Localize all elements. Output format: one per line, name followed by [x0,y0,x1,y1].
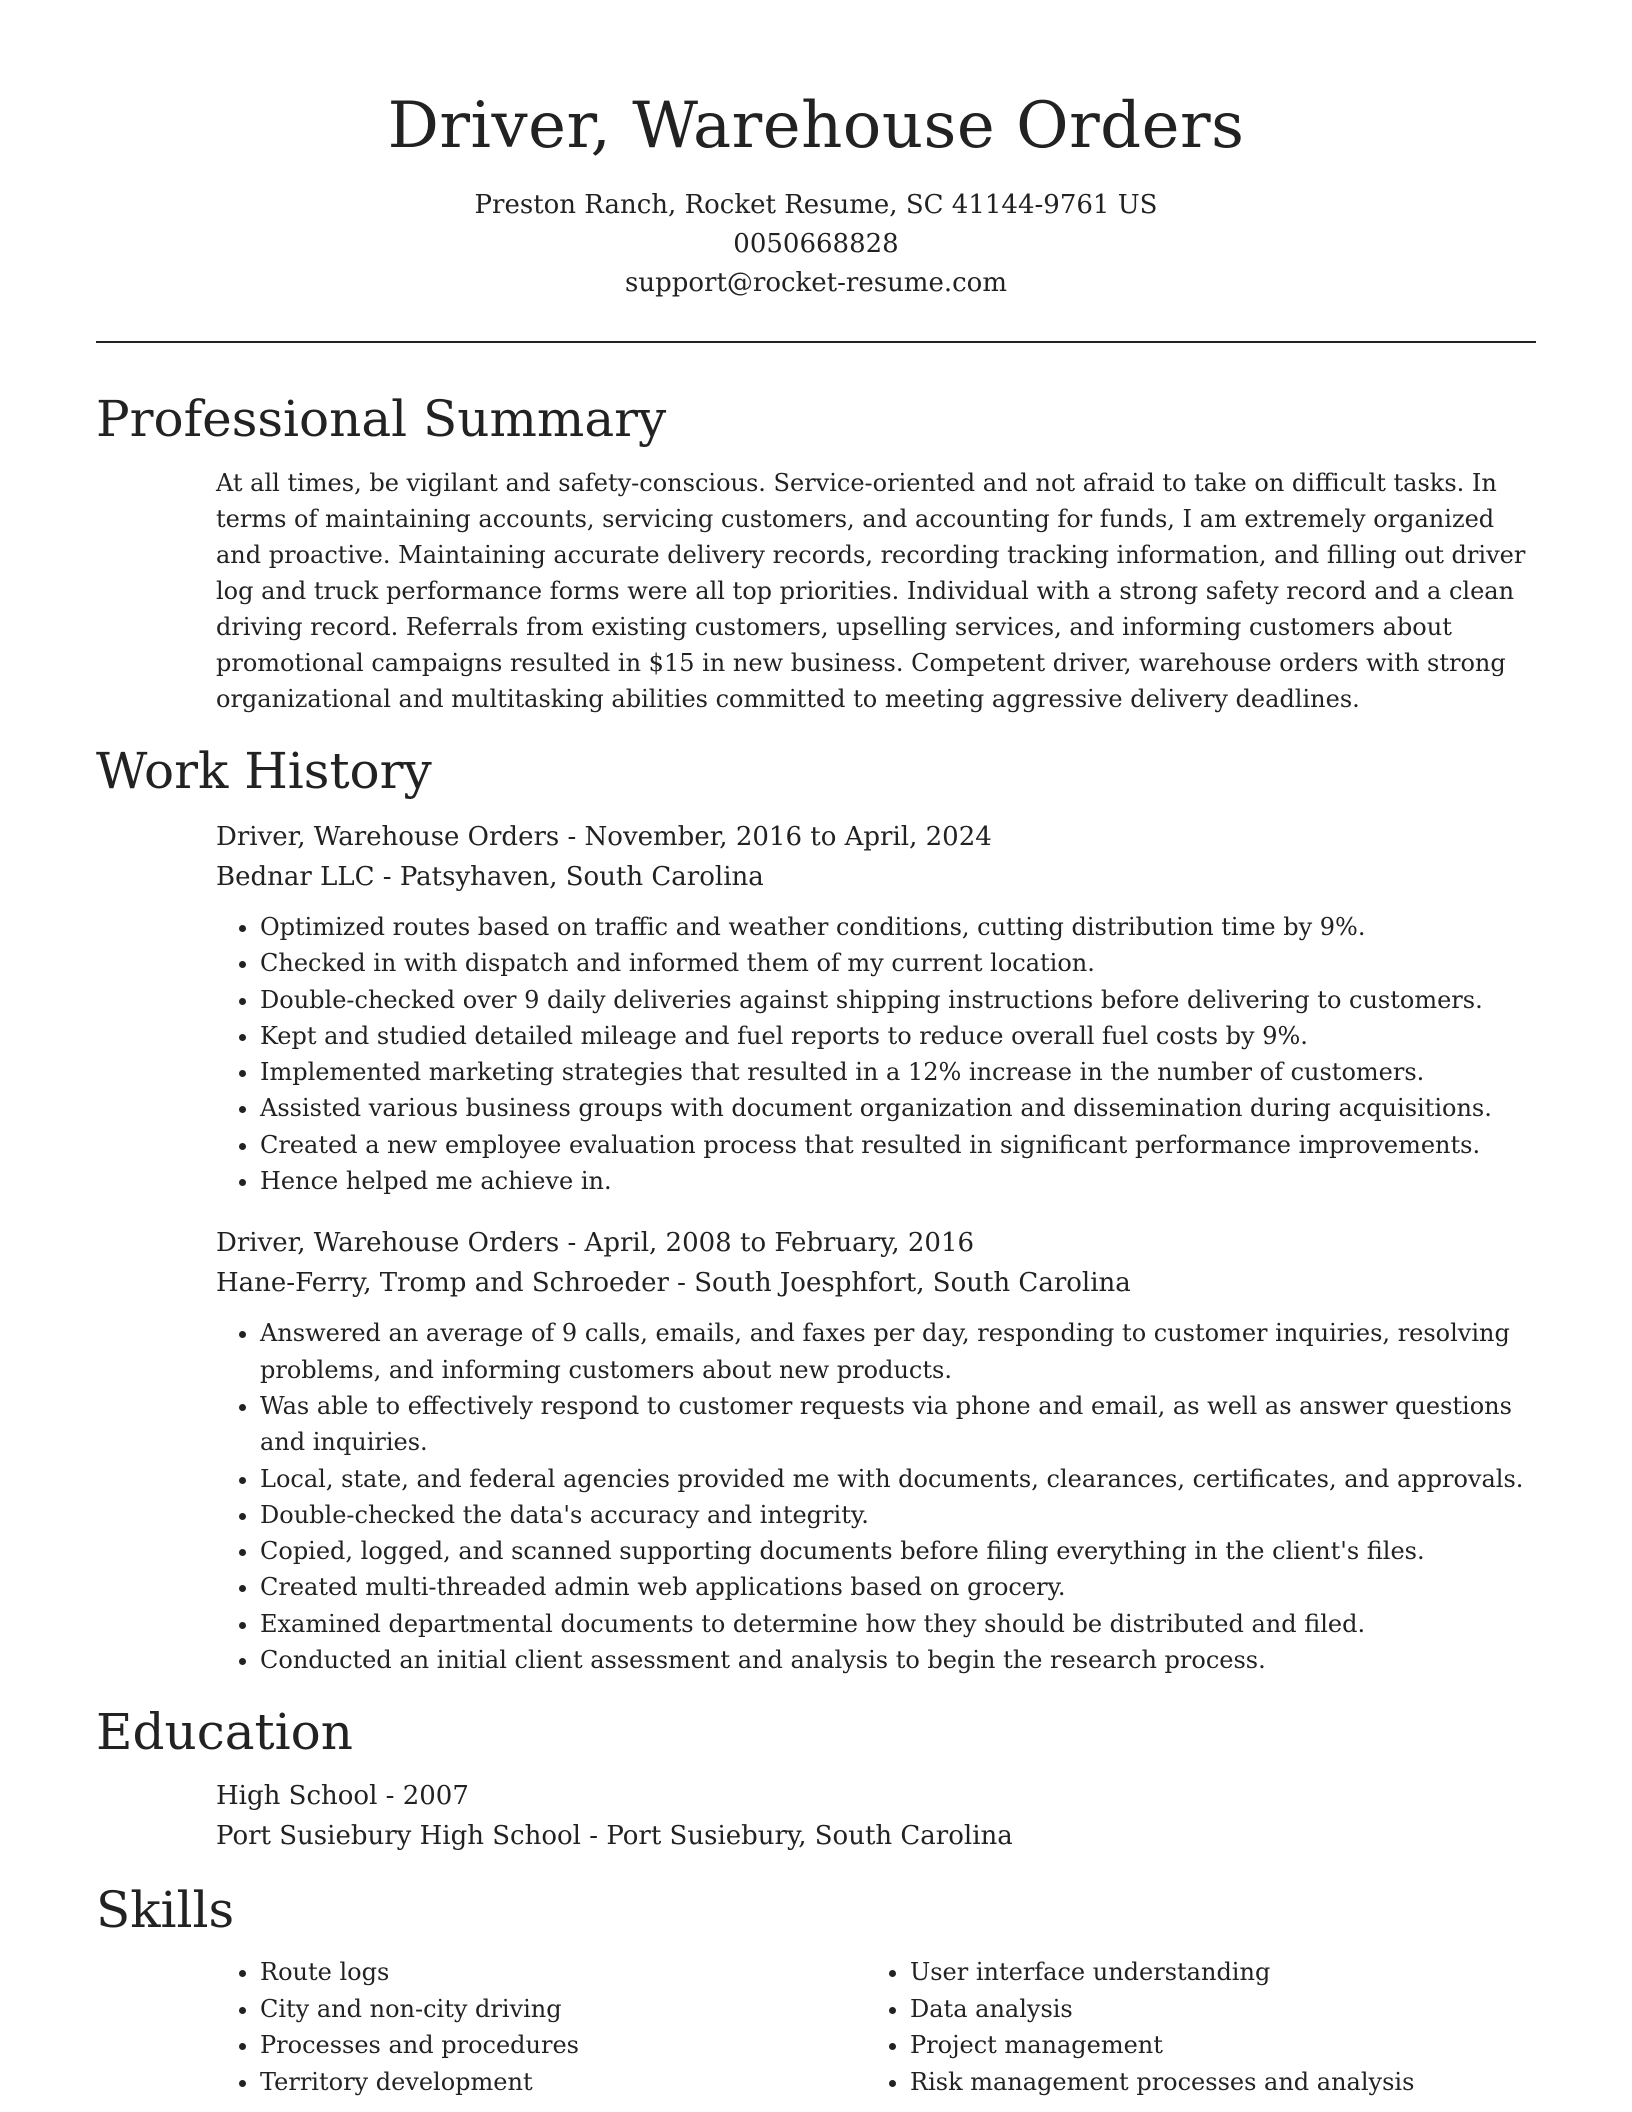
skill-item: • City and non-city driving [260,1991,866,2028]
job-bullet: • Copied, logged, and scanned supporting documents before filing everything in the client's files. [260,1533,1536,1569]
job-bullet: • Assisted various business groups with document organization and dissemination during acquisitions. [260,1090,1536,1126]
job-location: - Patsyhaven, South Carolina [374,862,764,892]
job-header [216,1223,1536,1303]
job-dates: - April, 2008 to February, 2016 [559,1228,975,1259]
job-bullet: • Implemented marketing strategies that resulted in a 12% increase in the number of customers. [260,1054,1536,1090]
job-bullet: • Local, state, and federal agencies provided me with documents, clearances, certificates, and approvals. [260,1461,1536,1497]
summary-text: At all times, be vigilant and safety-conscious. Service-oriented and not afraid to take on difficult tasks. In terms of maintaining accounts, servicing customers, and accounting for funds, I am extremely organized and proactive. Maintaining accurate delivery records, recording tracking information, and filling out driver log and truck performance forms were all top priorities. Individual with a strong safety record and a clean driving record. Referrals from existing customers, upselling services, and informing customers about promotional campaigns resulted in $15 in new business. Competent driver, warehouse orders with strong organizational and multitasking abilities committed to meeting aggressive delivery deadlines. [216,469,1526,713]
education-degree-line [216,1776,1536,1816]
phone: 0050668828 [733,229,899,259]
skills-list-left [216,1954,866,2100]
skill-item: • Route logs [260,1954,866,1991]
job-bullet: • Kept and studied detailed mileage and fuel reports to reduce overall fuel costs by 9%. [260,1018,1536,1054]
email: support@rocket-resume.com [624,268,1007,298]
job-title-line [216,817,1536,857]
address: Preston Ranch, Rocket Resume, SC 41144-9761 US [474,190,1158,220]
education-degree: High School [216,1781,378,1812]
job-bullet: • Double-checked the data's accuracy and integrity. [260,1497,1536,1533]
job-bullet: • Answered an average of 9 calls, emails, and faxes per day, responding to customer inquiries, resolving problems, and informing customers about new products. [260,1315,1536,1388]
job-bullet: • Checked in with dispatch and informed them of my current location. [260,945,1536,981]
job-location: - South Joesphfort, South Carolina [668,1268,1131,1299]
skills-list-right [866,1954,1516,2100]
job-bullet: • Conducted an initial client assessment and analysis to begin the research process. [260,1642,1536,1678]
skills-section [96,1878,1536,2100]
skill-item: • Risk management processes and analysis [910,2064,1516,2101]
job-entry [216,1223,1536,1678]
job-bullets [216,1315,1536,1678]
resume-page [96,0,1536,2100]
job-company: Hane-Ferry, Tromp and Schroeder [216,1268,669,1299]
section-title-summary: Professional Summary [96,390,667,448]
education-section [96,1700,1536,1856]
education-school-line [216,1816,1536,1856]
job-dates: - November, 2016 to April, 2024 [559,822,992,852]
job-header [216,817,1536,897]
skill-item: • Project management [910,2027,1516,2064]
section-title-skills: Skills [96,1881,235,1940]
education-entry [216,1776,1536,1856]
contact-block [96,186,1536,303]
job-bullets [216,909,1536,1199]
skills-column-left [216,1954,866,2100]
skills-columns [216,1954,1536,2100]
job-company-line [216,1263,1536,1303]
job-bullet: • Examined departmental documents to determine how they should be distributed and filed. [260,1606,1536,1642]
job-title-line [216,1223,1536,1263]
skill-item: • Data analysis [910,1991,1516,2028]
section-title-work-history: Work History [96,742,432,800]
job-company: Bednar LLC [216,862,375,892]
candidate-name: Driver, Warehouse Orders [387,89,1245,163]
professional-summary-section [96,387,1536,717]
skills-column-right [866,1954,1516,2100]
education-school: Port Susiebury High School [216,1821,581,1852]
job-bullet: • Created multi-threaded admin web applications based on grocery. [260,1569,1536,1605]
job-bullet: • Created a new employee evaluation process that resulted in significant performance improvements. [260,1127,1536,1163]
job-role: Driver, Warehouse Orders [216,1228,560,1259]
skill-item: • Processes and procedures [260,2027,866,2064]
skill-item: • User interface understanding [910,1954,1516,1991]
job-company-line [216,857,1536,897]
resume-header [96,0,1536,343]
header-divider [96,341,1536,343]
job-role: Driver, Warehouse Orders [216,822,560,852]
work-history-body [216,817,1536,1678]
job-bullet: • Was able to effectively respond to customer requests via phone and email, as well as answer questions and inquiries. [260,1388,1536,1461]
work-history-section [96,739,1536,1678]
job-bullet: • Double-checked over 9 daily deliveries against shipping instructions before delivering to customers. [260,982,1536,1018]
section-title-education: Education [96,1703,353,1762]
skill-item: • Territory development [260,2064,866,2101]
job-entry [216,817,1536,1199]
education-location: - Port Susiebury, South Carolina [581,1821,1013,1852]
education-year: - 2007 [377,1781,469,1812]
job-bullet: • Optimized routes based on traffic and weather conditions, cutting distribution time by 9%. [260,909,1536,945]
job-bullet: • Hence helped me achieve in. [260,1163,1536,1199]
